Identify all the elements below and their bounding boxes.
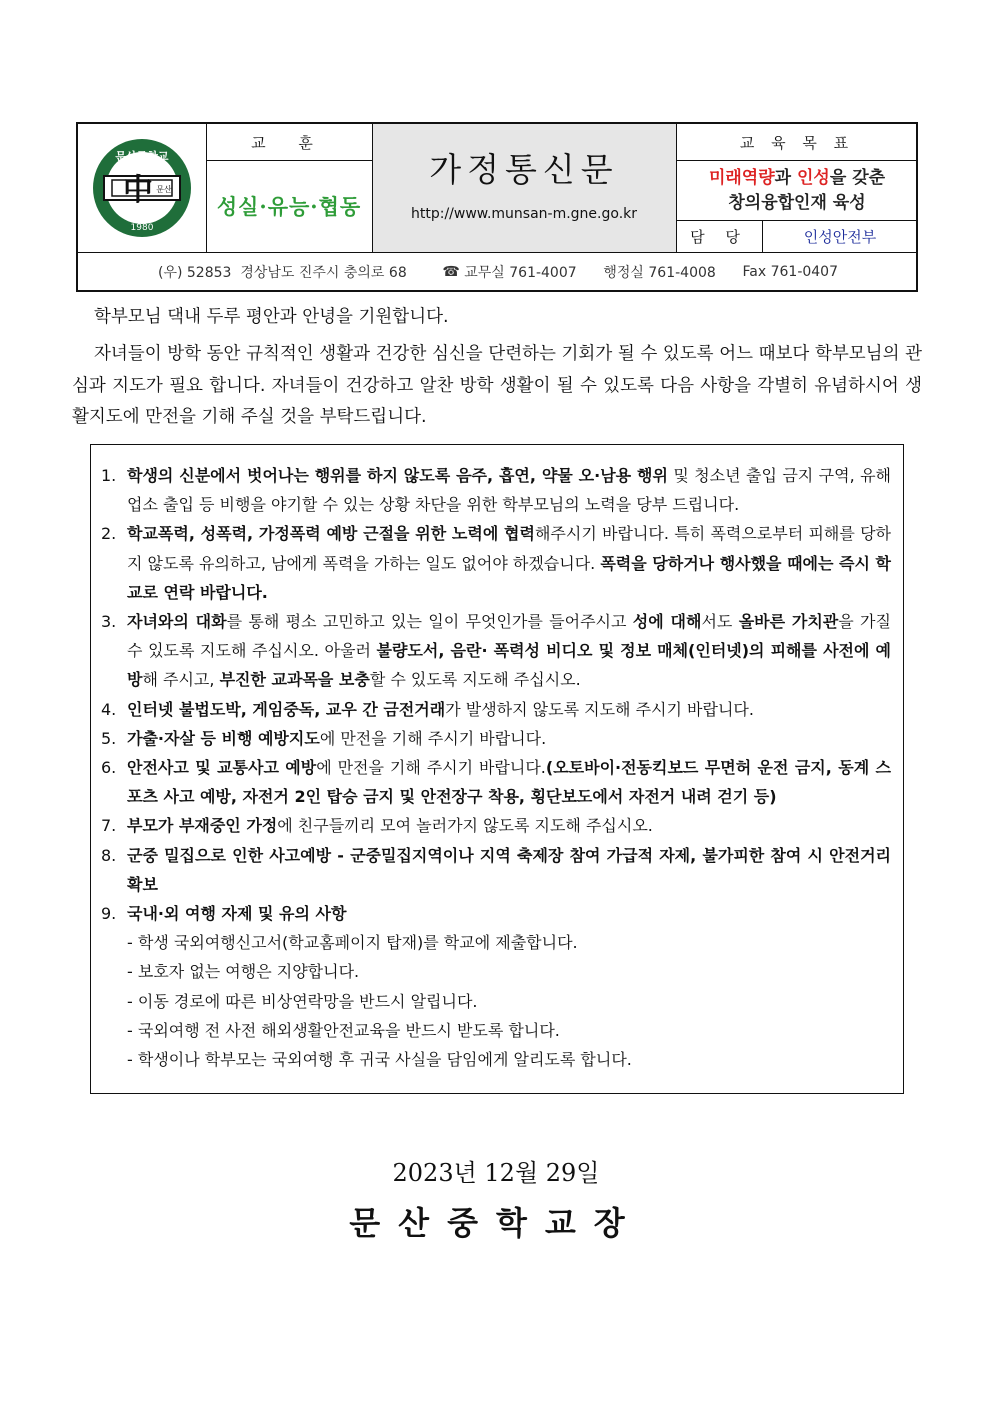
sub-item: - 보호자 없는 여행은 지양합니다.	[127, 962, 360, 982]
fax-number: Fax 761-0407	[742, 264, 838, 280]
sub-item: - 국외여행 전 사전 해외생활안전교육을 반드시 받도록 합니다.	[127, 1020, 560, 1040]
principal-signature: 문산중학교장	[349, 1204, 643, 1242]
greeting: 학부모님 댁내 두루 평안과 안녕을 기원합니다.	[94, 307, 449, 327]
list-item: 5. 가출·자살 등 비행 예방지도에 만전을 기해 주시기 바랍니다.	[101, 728, 547, 748]
dept-value: 인성안전부	[803, 227, 877, 246]
list-item: 6. 안전사고 및 교통사고 예방에 만전을 기해 주시기 바랍니다.(오토바이·전동킥보드 무면허 운전 금지, 동계 스포츠 사고 예방, 자전거 2인 탑승 금지 및 안전장구 착용, 횡단보도에서 자전거 내려 걷기 등)	[101, 758, 892, 807]
issue-date: 2023년 12월 29일	[392, 1159, 600, 1187]
sub-item: - 학생이나 학부모는 국외여행 후 귀국 사실을 담임에게 알리도록 합니다.	[127, 1050, 632, 1070]
contact-row	[78, 252, 918, 292]
office-number: 행정실 761-4008	[603, 265, 716, 281]
school-url[interactable]: http://www.munsan-m.gne.go.kr	[410, 206, 638, 222]
logo-year: 1980	[130, 223, 154, 233]
list-item: 1. 학생의 신분에서 벗어나는 행위를 하지 않도록 음주, 흡연, 약물 오·남용 행위 및 청소년 출입 금지 구역, 유해 업소 출입 등 비행을 야기할 수 있는 상황 차단을 위한 학부모님의 노력을 당부 드립니다.	[101, 466, 891, 515]
intro-body: 자녀들이 방학 동안 규칙적인 생활과 건강한 심신을 단련하는 기회가 될 수 있도록 어느 때보다 학부모님의 관심과 지도가 필요 합니다. 자녀들이 건강하고 알찬 방학 생활이 될 수 있도록 다음 사항을 각별히 유념하시어 생활지도에 만전을 기해 주실 것을 부탁드립니다.	[72, 344, 922, 427]
logo-small-text: 문산	[156, 185, 172, 194]
header-table	[76, 122, 918, 292]
goal-keyword-2: 인성	[797, 168, 830, 188]
school-emblem-icon	[90, 136, 194, 240]
goal-label: 교 육 목 표	[739, 133, 855, 152]
goal-line-2: 창의융합인재 육성	[728, 193, 866, 213]
list-item: 2. 학교폭력, 성폭력, 가정폭력 예방 근절을 위한 노력에 협력해주시기 바랍니다. 특히 폭력으로부터 피해를 당하지 않도록 유의하고, 남에게 폭력을 가하는 일도 없어야 하겠습니다. 폭력을 당하거나 행사했을 때에는 즉시 학교로 연락 바랍니다.	[101, 524, 892, 602]
logo-mark: 中	[123, 173, 153, 208]
motto-label: 교 훈	[251, 133, 327, 152]
dept-label: 담 당	[690, 227, 748, 246]
notice-box	[90, 444, 904, 1094]
page-title: 가정통신문	[429, 150, 619, 189]
list-item: 8. 군중 밀집으로 인한 사고예방 - 군중밀집지역이나 지역 축제장 참여 가급적 자제, 불가피한 참여 시 안전거리 확보	[101, 845, 891, 894]
phone-number: 교무실 761-4007	[464, 265, 577, 281]
list-item: 4. 인터넷 불법도박, 게임중독, 교우 간 금전거래가 발생하지 않도록 지도해 주시기 바랍니다.	[101, 699, 754, 719]
school-motto: 성실·유능·협동	[216, 194, 362, 219]
title-cell	[372, 124, 676, 252]
education-goal: 미래역량과 인성을 갖춘 창의융합인재 육성	[676, 160, 918, 220]
sub-item: - 학생 국외여행신고서(학교홈페이지 탑재)를 학교에 제출합니다.	[127, 933, 578, 953]
list-item: 7. 부모가 부재중인 가정에 친구들끼리 모여 놀러가지 않도록 지도해 주십시오.	[101, 816, 653, 836]
sub-item: - 이동 경로에 따른 비상연락망을 반드시 알립니다.	[127, 991, 478, 1011]
goal-keyword-1: 미래역량	[708, 168, 775, 188]
notice-list	[101, 461, 891, 1074]
list-item: 3. 자녀와의 대화를 통해 평소 고민하고 있는 일이 무엇인가를 들어주시고 성에 대해서도 올바른 가치관을 가질 수 있도록 지도해 주십시오. 아울러 불량도서, 음란· 폭력성 비디오 및 정보 매체(인터넷)의 피해를 사전에 예방해 주시고, 부진한 교과목을 보충할 수 있도록 지도해 주십시오.	[101, 612, 891, 690]
phone-icon: ☎	[442, 264, 465, 280]
logo-school-name: 문산중학교	[115, 150, 169, 163]
list-item: 9. 국내·외 여행 자제 및 유의 사항	[101, 904, 347, 924]
address: (우) 52853 경상남도 진주시 충의로 68	[157, 265, 407, 281]
school-logo	[78, 124, 206, 252]
